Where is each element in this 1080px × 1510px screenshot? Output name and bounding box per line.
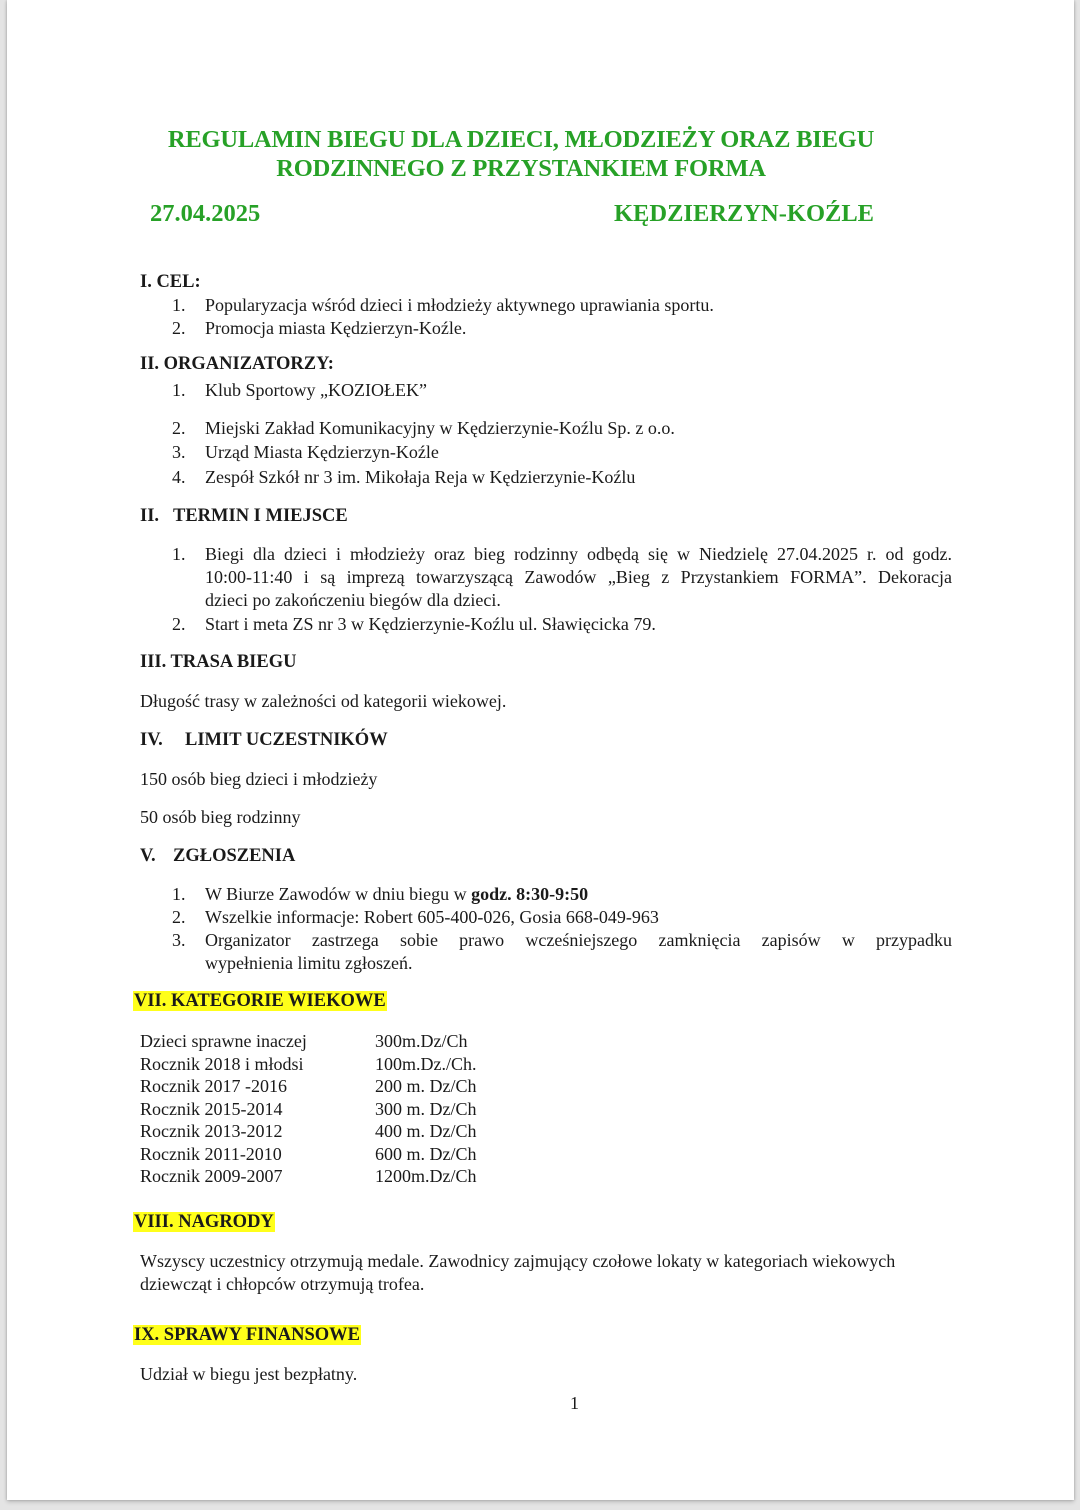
list-item: Miejski Zakład Komunikacyjny w Kędzierzynie-Koźlu Sp. z o.o. (205, 418, 675, 438)
limit-line: 150 osób bieg dzieci i młodzieży (140, 769, 378, 789)
section-heading-zgloszenia-number: V. (140, 846, 156, 866)
category-distance: 600 m. Dz/Ch (375, 1143, 477, 1164)
list-number: 1. (172, 544, 186, 564)
list-item: Wszelkie informacje: Robert 605-400-026, Gosia 668-049-963 (205, 907, 659, 927)
section-heading-termin-number: II. (140, 506, 160, 526)
document-title-line-2: RODZINNEGO Z PRZYSTANKIEM FORMA (276, 155, 766, 182)
section-heading-limit: LIMIT UCZESTNIKÓW (185, 730, 388, 750)
trasa-text: Długość trasy w zależności od kategorii wiekowej. (140, 691, 507, 711)
list-number: 3. (172, 442, 186, 462)
list-item-line: wypełnienia limitu zgłoszeń. (205, 953, 413, 973)
category-distance: 300 m. Dz/Ch (375, 1098, 477, 1119)
category-name: Rocznik 2009-2007 (140, 1166, 283, 1186)
finanse-text: Udział w biegu jest bezpłatny. (140, 1364, 358, 1384)
list-item: Klub Sportowy „KOZIOŁEK” (205, 380, 427, 400)
category-distance: 100m.Dz./Ch. (375, 1053, 477, 1074)
highlighted-heading: VIII. NAGRODY (134, 1212, 274, 1232)
section-heading-finanse (133, 1325, 361, 1346)
category-distance: 300m.Dz/Ch (375, 1031, 468, 1051)
list-number: 4. (172, 467, 186, 487)
category-name: Dzieci sprawne inaczej (140, 1031, 307, 1051)
list-item-line: Biegi dla dzieci i młodzieży oraz bieg rodzinny odbędą się w Niedzielę 27.04.2025 r. od godz. (205, 544, 952, 564)
category-distance: 1200m.Dz/Ch (375, 1166, 477, 1186)
section-heading-cel: I. CEL: (140, 272, 201, 292)
list-number: 2. (172, 318, 186, 338)
list-number: 1. (172, 380, 186, 400)
list-item: Popularyzacja wśród dzieci i młodzieży aktywnego uprawiania sportu. (205, 295, 714, 315)
list-item-line: 10:00-11:40 i są imprezą towarzyszącą Zawodów „Bieg z Przystankiem FORMA”. Dekoracja (205, 567, 952, 587)
category-distance: 200 m. Dz/Ch (375, 1076, 477, 1096)
limit-line: 50 osób bieg rodzinny (140, 807, 301, 827)
list-item-line: Organizator zastrzega sobie prawo wcześniejszego zamknięcia zapisów w przypadku (205, 930, 952, 950)
list-number: 1. (172, 884, 186, 904)
highlighted-heading: VII. KATEGORIE WIEKOWE (134, 991, 386, 1011)
section-heading-limit-number: IV. (140, 730, 163, 750)
list-item: Promocja miasta Kędzierzyn-Koźle. (205, 318, 467, 338)
category-name: Rocznik 2013-2012 (140, 1121, 283, 1141)
list-number: 1. (172, 295, 186, 315)
category-distance: 400 m. Dz/Ch (375, 1121, 477, 1141)
list-number: 3. (172, 930, 186, 950)
section-heading-organizatorzy: II. ORGANIZATORZY: (140, 354, 334, 374)
list-item: Start i meta ZS nr 3 w Kędzierzynie-Koźlu ul. Sławięcicka 79. (205, 614, 656, 634)
page-number: 1 (570, 1393, 579, 1413)
list-item: Urząd Miasta Kędzierzyn-Koźle (205, 442, 439, 462)
list-number: 2. (172, 614, 186, 634)
nagrody-line: Wszyscy uczestnicy otrzymują medale. Zawodnicy zajmujący czołowe lokaty w kategoriach wiekowych (140, 1251, 896, 1271)
highlighted-heading: IX. SPRAWY FINANSOWE (134, 1325, 360, 1345)
nagrody-line: dziewcząt i chłopców otrzymują trofea. (140, 1274, 425, 1294)
category-name: Rocznik 2018 i młodsi (140, 1053, 304, 1074)
category-name: Rocznik 2011-2010 (140, 1143, 282, 1164)
list-item-text: W Biurze Zawodów w dniu biegu w (205, 884, 472, 904)
document-page (7, 0, 1074, 1500)
event-date: 27.04.2025 (150, 200, 261, 227)
section-heading-nagrody (133, 1212, 275, 1233)
list-item: Zespół Szkół nr 3 im. Mikołaja Reja w Kędzierzynie-Koźlu (205, 467, 636, 487)
section-heading-termin: TERMIN I MIEJSCE (173, 506, 348, 526)
category-name: Rocznik 2017 -2016 (140, 1076, 287, 1096)
category-name: Rocznik 2015-2014 (140, 1098, 283, 1119)
section-heading-trasa: III. TRASA BIEGU (140, 652, 297, 672)
document-title-line-1: REGULAMIN BIEGU DLA DZIECI, MŁODZIEŻY ORAZ BIEGU (167, 126, 875, 153)
registration-hours: godz. 8:30-9:50 (471, 884, 589, 904)
section-heading-zgloszenia: ZGŁOSZENIA (173, 846, 296, 866)
section-heading-kategorie (133, 991, 387, 1012)
list-item (205, 884, 588, 905)
list-item-line: dzieci po zakończeniu biegów dla dzieci. (205, 590, 501, 610)
list-number: 2. (172, 418, 186, 438)
event-location: KĘDZIERZYN-KOŹLE (614, 200, 875, 227)
list-number: 2. (172, 907, 186, 927)
